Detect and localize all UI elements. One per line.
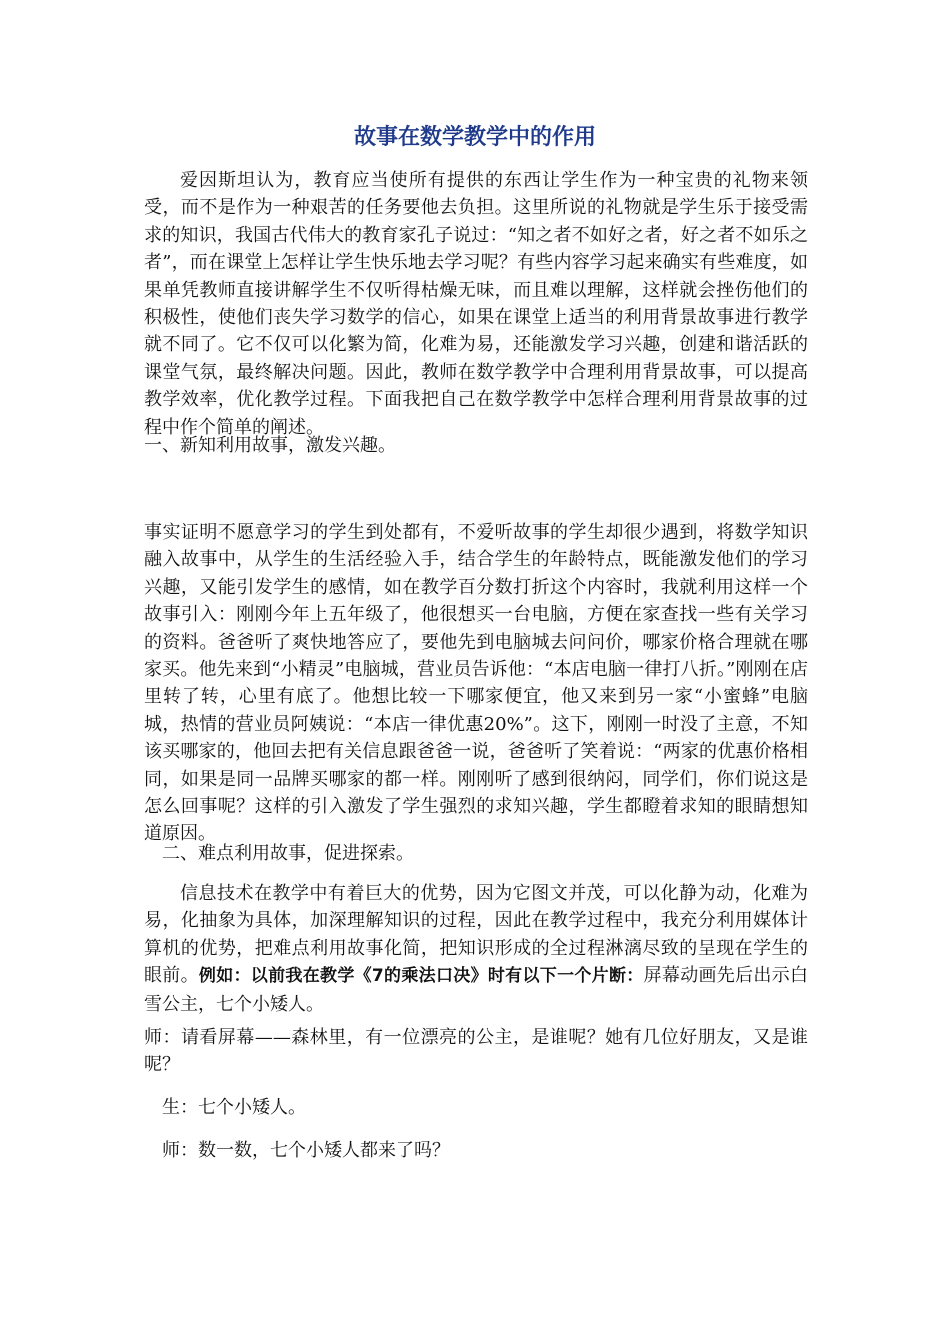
section-one-paragraph: 事实证明不愿意学习的学生到处都有，不爱听故事的学生却很少遇到，将数学知识融入故事中，从学生的生活经验入手，结合学生的年龄特点，既能激发他们的学习兴趣，又能引发学生的感情，如在教学百分数打折这个内容时，我就利用这样一个故事引入：刚刚今年上五年级了，他很想买一台电脑，方便在家查找一些有关学习的资料。爸爸听了爽快地答应了，要他先到电脑城去问问价，哪家价格合理就在哪家买。他先来到“小精灵”电脑城，营业员告诉他：“本店电脑一律打八折。”刚刚在店里转了转，心里有底了。他想比较一下哪家便宜，他又来到另一家“小蜜蜂”电脑城，热情的营业员阿姨说：“本店一律优惠20%”。这下，刚刚一时没了主意，不知该买哪家的，他回去把有关信息跟爸爸一说，爸爸听了笑着说：“两家的优惠价格相同，如果是同一品牌买哪家的都一样。刚刚听了感到很纳闷，同学们，你们说这是怎么回事呢？这样的引入激发了学生强烈的求知兴趣，学生都瞪着求知的眼睛想知道原因。 <box>144 522 808 845</box>
document-title: 故事在数学教学中的作用 <box>353 125 596 150</box>
dialogue-teacher-line: 师：请看屏幕——森林里，有一位漂亮的公主，是谁呢？她有几位好朋友，又是谁呢？ <box>144 1027 808 1076</box>
section-one-heading: 一、新知利用故事，激发兴趣。 <box>144 435 396 456</box>
section-two-text-end: 屏幕动画先后出示白雪公主，七个小矮人。 <box>144 965 809 1015</box>
section-two-paragraph <box>144 880 808 1018</box>
dialogue-teacher-line-2: 师：数一数，七个小矮人都来了吗？ <box>162 1140 450 1161</box>
dialogue-student-line: 生：七个小矮人。 <box>162 1097 306 1118</box>
section-two-heading: 二、难点利用故事，促进探索。 <box>162 843 414 864</box>
intro-paragraph: 爱因斯坦认为，教育应当使所有提供的东西让学生作为一种宝贵的礼物来领受，而不是作为一种艰苦的任务要他去负担。这里所说的礼物就是学生乐于接受需求的知识，我国古代伟大的教育家孔子说过：“知之者不如好之者，好之者不如乐之者”，而在课堂上怎样让学生快乐地去学习呢？有些内容学习起来确实有些难度，如果单凭教师直接讲解学生不仅听得枯燥无味，而且难以理解，这样就会挫伤他们的积极性，使他们丧失学习数学的信心，如果在课堂上适当的利用背景故事进行教学就不同了。它不仅可以化繁为简，化难为易，还能激发学习兴趣，创建和谐活跃的课堂气氛，最终解决问题。因此，教师在数学教学中合理利用背景故事，可以提高教学效率，优化教学过程。下面我把自己在数学教学中怎样合理利用背景故事的过程中作个简单的阐述。 <box>144 170 808 438</box>
section-two-text-start: 信息技术在教学中有着巨大的优势，因为它图文并茂，可以化静为动，化难为易，化抽象为具体，加深理解知识的过程，因此在教学过程中，我充分利用媒体计算机的优势，把难点利用故事化简，把知识形成的全过程淋漓尽致的呈现在学生的眼前。 <box>144 883 808 987</box>
section-two-example-bold: 例如：以前我在教学《7的乘法口决》时有以下一个片断： <box>198 966 644 987</box>
